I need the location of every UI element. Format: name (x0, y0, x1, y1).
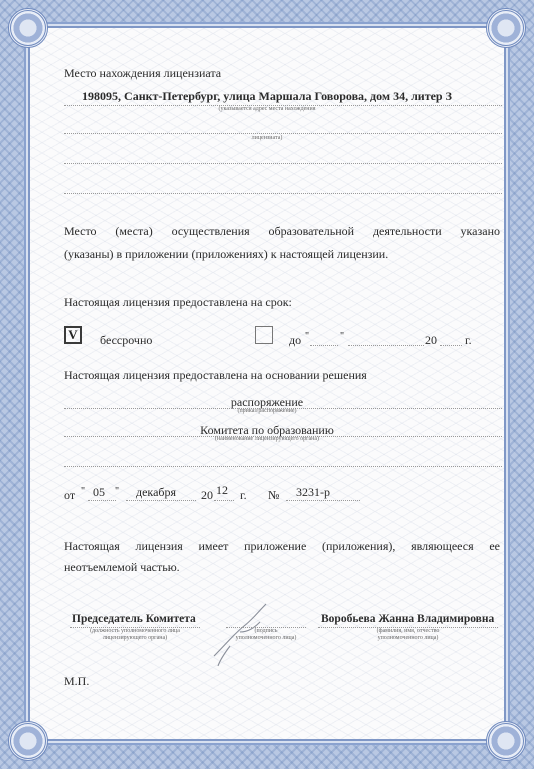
activity-line-1: Место (места) осуществления образовательной деятельности указано (64, 224, 500, 238)
decision-quote-open: " (81, 486, 86, 497)
address-line-4 (64, 193, 502, 194)
until-year-prefix: 20 (425, 333, 437, 347)
decision-month: декабря (136, 485, 177, 499)
decision-year-prefix: 20 (201, 488, 213, 502)
location-label: Место нахождения лицензиата (64, 66, 222, 80)
licensing-organ: Комитета по образованию (200, 423, 334, 437)
decision-year-g: г. (240, 488, 247, 502)
decision-from: от (64, 488, 76, 502)
until-month-line (348, 345, 424, 346)
signatory-name: Воробьева Жанна Владимировна (321, 613, 495, 625)
corner-ornament-top-right (486, 8, 526, 48)
annex-line-1: Настоящая лицензия имеет приложение (приложения), являющееся ее (64, 539, 500, 553)
address-line-3 (64, 163, 502, 164)
address-hint: (указывается адрес места нахождения (218, 106, 316, 112)
unlimited-label: бессрочно (100, 333, 153, 347)
decision-number: 3231-р (296, 485, 330, 499)
basis-extra-line (64, 466, 502, 467)
decision-day: 05 (93, 485, 105, 499)
signatory-position: Председатель Комитета (72, 613, 196, 625)
until-quote-open: " (305, 331, 310, 342)
licensing-organ-hint: (наименование лицензирующего органа) (214, 436, 320, 442)
until-date-checkbox[interactable] (255, 326, 273, 344)
until-year-g: г. (465, 333, 472, 347)
until-day-line (310, 345, 338, 346)
decision-year-line (214, 500, 234, 501)
address-hint-2: лицензиата) (251, 135, 283, 141)
activity-line-2: (указаны) в приложении (приложениях) к настоящей лицензии. (64, 247, 389, 261)
decision-day-line (88, 500, 116, 501)
annex-line-2: неотъемлемой частью. (64, 560, 180, 574)
corner-ornament-top-left (8, 8, 48, 48)
corner-ornament-bottom-right (486, 721, 526, 761)
decision-number-sign: № (268, 488, 280, 502)
signature-hint-1: (подпись (254, 628, 278, 634)
licensee-address: 198095, Санкт-Петербург, улица Маршала Говорова, дом 34, литер З (82, 89, 452, 103)
basis-doc-type: распоряжение (230, 395, 304, 409)
basis-doc-type-hint: (приказ/распоряжение) (237, 408, 297, 414)
corner-ornament-bottom-left (8, 721, 48, 761)
decision-number-line (286, 500, 360, 501)
until-quote-close: " (340, 331, 345, 342)
decision-quote-close: " (115, 486, 120, 497)
unlimited-checkbox[interactable]: V (64, 326, 82, 344)
address-line-2 (64, 133, 502, 134)
basis-label: Настоящая лицензия предоставлена на основании решения (64, 368, 367, 382)
until-year-line (440, 345, 462, 346)
stamp-place: М.П. (64, 674, 90, 688)
name-hint-2: уполномоченного лица) (377, 635, 439, 641)
term-label: Настоящая лицензия предоставлена на срок: (64, 295, 292, 309)
decision-year-suffix: 12 (216, 483, 228, 497)
position-hint-1: (должность уполномоченного лица (90, 628, 180, 634)
position-hint-2: лицензирующего органа) (102, 635, 168, 641)
decision-month-line (126, 500, 196, 501)
name-hint-1: (фамилия, имя, отчество (376, 628, 440, 634)
signature-hint-2: уполномоченного лица) (235, 635, 297, 641)
until-label: до (289, 333, 302, 347)
